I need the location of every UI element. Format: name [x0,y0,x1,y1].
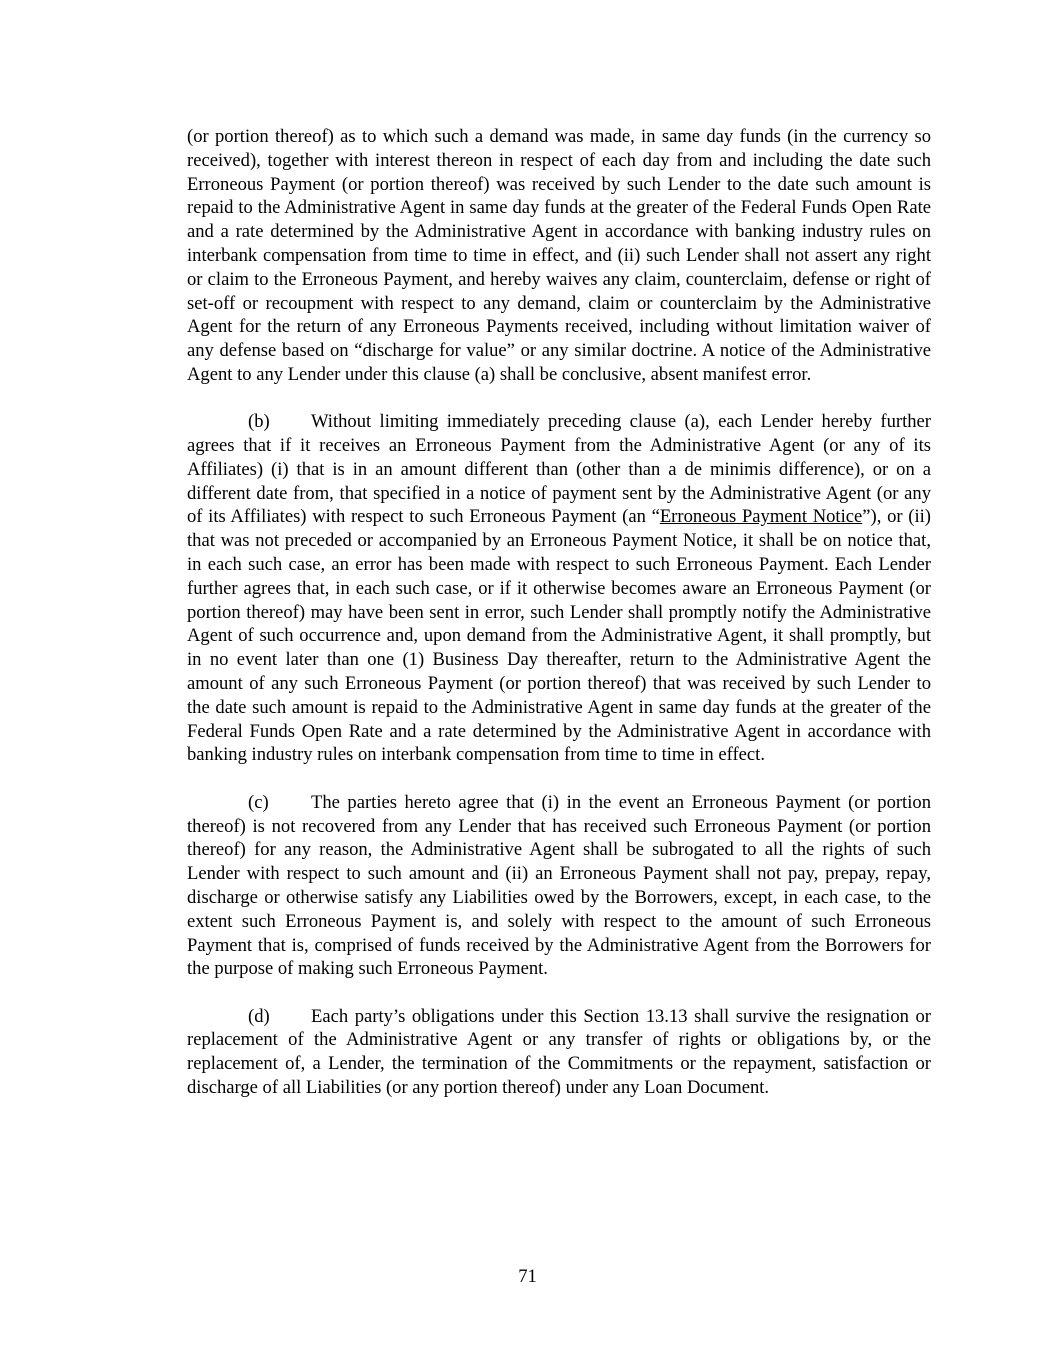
paragraph-d-text: Each party’s obligations under this Section 13.13 shall survive the resignation or replacement of the Administrative Agent or any transfer of rights or obligations by, or the replacement of, a Lender, the termination of the Commitments or the repayment, satisfaction or discharge of all Liabilities (or any portion thereof) under any Loan Document. [187,1005,931,1098]
paragraph-b-label: (b) [248,411,270,433]
paragraph-b-text-start: Without limiting immediately preceding clause (a), each Lender hereby further agrees that if it receives an Erroneous Payment from the Administrative Agent (or any of its Affiliates) (i) that is in an amount different than (other than a de minimis difference), or on a different date from, that specified in a notice of payment sent by the Administrative Agent (or any of its Affiliates) with respect to such Erroneous Payment (an “ [187,411,931,528]
paragraph-c-label: (c) [248,791,269,813]
defined-term-erroneous-payment-notice: Erroneous Payment Notice [659,506,863,528]
paragraph-d-label: (d) [248,1005,270,1027]
page-number: 71 [518,1266,537,1287]
paragraph-a-continuation: (or portion thereof) as to which such a demand was made, in same day funds (in the currency so received), together with interest thereon in respect of each day from and including the date such Erroneous Payment (or portion thereof) was received by such Lender to the date such amount is repaid to the Administrative Agent in same day funds at the greater of the Federal Funds Open Rate and a rate determined by the Administrative Agent in accordance with banking industry rules on interbank compensation from time to time in effect, and (ii) such Lender shall not assert any right or claim to the Erroneous Payment, and hereby waives any claim, counterclaim, defense or right of set-off or recoupment with respect to any demand, claim or counterclaim by the Administrative Agent for the return of any Erroneous Payments received, including without limitation waiver of any defense based on “discharge for value” or any similar doctrine. A notice of the Administrative Agent to any Lender under this clause (a) shall be conclusive, absent manifest error. [187,126,931,385]
paragraph-b-text-end: ”), or (ii) that was not preceded or accompanied by an Erroneous Payment Notice, it shall be on notice that, in each such case, an error has been made with respect to such Erroneous Payment. Each Lender further agrees that, in each such case, or if it otherwise becomes aware an Erroneous Payment (or portion thereof) may have been sent in error, such Lender shall promptly notify the Administrative Agent of such occurrence and, upon demand from the Administrative Agent, it shall promptly, but in no event later than one (1) Business Day thereafter, return to the Administrative Agent the amount of any such Erroneous Payment (or portion thereof) that was received by such Lender to the date such amount is repaid to the Administrative Agent in same day funds at the greater of the Federal Funds Open Rate and a rate determined by the Administrative Agent in accordance with banking industry rules on interbank compensation from time to time in effect. [187,506,931,766]
paragraph-c [187,791,931,981]
paragraph-b [187,410,931,767]
paragraph-d [187,1005,931,1100]
document-page [187,125,931,1100]
paragraph-c-text: The parties hereto agree that (i) in the event an Erroneous Payment (or portion thereof) is not recovered from any Lender that has received such Erroneous Payment (or portion thereof) for any reason, the Administrative Agent shall be subrogated to all the rights of such Lender with respect to such amount and (ii) an Erroneous Payment shall not pay, prepay, repay, discharge or otherwise satisfy any Liabilities owed by the Borrowers, except, in each case, to the extent such Erroneous Payment is, and solely with respect to the amount of such Erroneous Payment that is, comprised of funds received by the Administrative Agent from the Borrowers for the purpose of making such Erroneous Payment. [187,791,931,980]
